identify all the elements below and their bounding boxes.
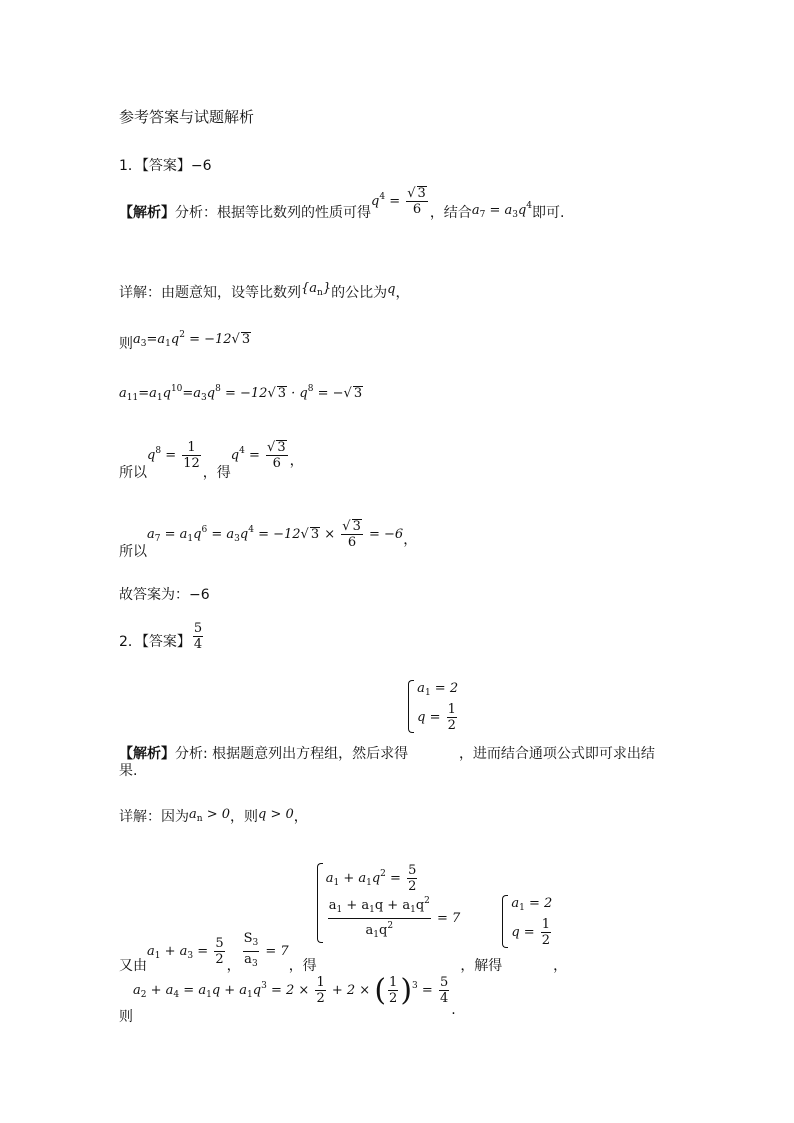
q2-then-label: 则 [119,1009,133,1025]
q1-answer-value: −6 [190,158,212,174]
formula-a2-plus-a4: $a_2 + a_4 = a_1q + a_1q^3 = 2$ × $\frac{1}{2}$ + 2 × ( $\frac{1}{2}$ )$^3$ = $\frac{5}{4}$ [133,972,449,1008]
q1-detail-mid: 的公比为 [331,285,388,301]
formula-a3: $a_3=a_1q^2 = -12√$ 3 [133,330,251,349]
formula-q4: $q^4$ = $\frac{√ 3}{6}$ [371,186,426,217]
q2-given-label: 又由 [119,958,147,974]
q2-answer-line [119,621,205,652]
q1-sothat-line [119,440,304,481]
formula-q-positive: q > 0 [258,807,294,822]
q2-detail-post: ， [293,809,308,825]
q2-final-line [119,972,456,1025]
formula-answer-5-4: $\frac{5}{4}$ [193,621,203,652]
q2-answer-label: 2．【答案】 [119,634,191,650]
q2-period: . [451,1002,456,1018]
q1-comma2: ， [403,532,418,548]
q2-comma1: ， [226,958,241,974]
q1-get-label: ，得 [202,465,231,481]
formula-a1-plus-a3: $a_1 + a_3$ = $\frac{5}{2}$ [147,936,224,967]
q2-analysis-wrap: 果. [119,763,138,779]
q1-analysis-label: 【解析】 [119,205,175,221]
formula-system-equations: $a_1 + a_1q^2$ = $\frac{5}{2}$ $\frac{a_1 + a_1q + a_1q^2}{a_1q^2}$ = 7 [317,863,461,943]
q1-analysis-mid: ，结合 [429,205,472,221]
page-title: 参考答案与试题解析 [119,108,255,126]
q2-detail-line [119,806,308,827]
q2-analysis-label: 【解析】 [119,745,175,762]
formula-a7: $a_7 = a_3q^4$ [471,201,533,220]
q1-then-label: 则 [119,336,133,352]
q2-comma2: ， [553,958,568,974]
formula-an: $\{a_n\}$ [301,281,332,298]
q1-answer-label: 1．【答案】 [119,158,191,174]
q2-detail-mid: ，则 [230,809,258,825]
formula-system-result: $a_1 = 2$ q = $\frac{1}{2}$ [502,895,553,948]
formula-an-positive: $a_n > 0$ [189,807,230,824]
formula-q4-result: $q^4$ = $\frac{√ 3}{6}$ [230,440,286,471]
q2-analysis-line [119,680,655,762]
q1-answer-line [119,155,212,175]
q1-analysis-line [119,186,565,229]
q2-analysis-text: 分析: 根据题意列出方程组，然后求得 [175,745,409,762]
q2-analysis-post: ，进而结合通项公式即可求出结 [458,745,655,762]
q1-sothat-label: 所以 [119,465,147,481]
q1-analysis-post: 即可. [532,205,565,221]
formula-s3-over-a3: $\frac{S_3}{a_3}$ = 7 [243,931,289,969]
q2-given-line [119,863,568,974]
q2-get-label: ，得 [288,958,317,974]
q1-detail-pre: 详解：由题意知，设等比数列 [119,285,301,301]
q1-detail-line [119,282,409,303]
q1-sothat2-line [119,515,418,560]
q1-then-line [119,330,251,354]
formula-a11: $a_{11}=a_1q^{10}=a_3q^8 = -12√$ $3 \cdot q^8$ = −√ 3 [119,384,363,403]
formula-a7-result: $a_7 = a_1q^6 = a_3q^4 = -12√$ 3 × $\frac{√ 3}{6}$ = −6 [147,519,404,550]
formula-q8: $q^8$ = $\frac{1}{12}$ [147,440,200,471]
q1-conclusion: 故答案为：−6 [119,587,210,603]
q1-sothat2-label: 所以 [119,544,147,560]
q1-analysis-text: 分析：根据等比数列的性质可得 [175,205,371,221]
q2-solve-label: ，解得 [460,958,503,974]
formula-q: q [387,282,396,297]
q1-a11-line [119,384,363,403]
formula-system-solution: $a_1 = 2$ q = $\frac{1}{2}$ [408,680,459,733]
q2-detail-pre: 详解：因为 [119,809,189,825]
q1-comma: ， [289,453,304,469]
q1-detail-post: ， [395,285,410,301]
